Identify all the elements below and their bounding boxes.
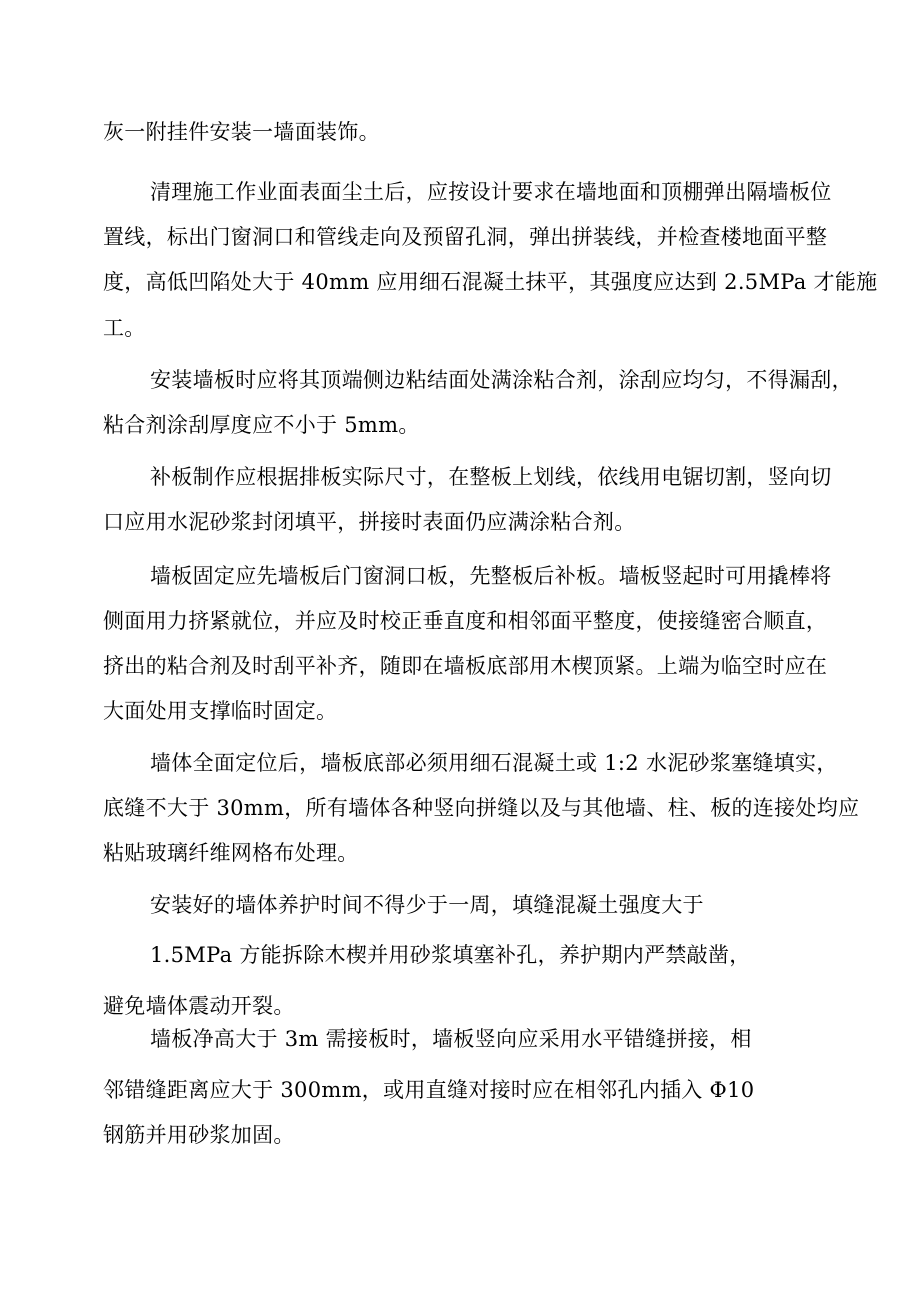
text-line: 侧面用力挤紧就位，并应及时校正垂直度和相邻面平整度，使接缝密合顺直， <box>103 609 828 633</box>
text-line: 清理施工作业面表面尘土后，应按设计要求在墙地面和顶棚弹出隔墙板位 <box>150 180 832 204</box>
text-line: 安装好的墙体养护时间不得少于一周，填缝混凝土强度大于 <box>150 893 704 917</box>
text-line: 口应用水泥砂浆封闭填平，拼接时表面仍应满涂粘合剂。 <box>103 510 636 534</box>
text-line: 挤出的粘合剂及时刮平补齐，随即在墙板底部用木楔顶紧。上端为临空时应在 <box>103 654 828 678</box>
text-line: 避免墙体震动开裂。 <box>103 994 295 1018</box>
text-line: 1.5MPa 方能拆除木楔并用砂浆填塞补孔，养护期内严禁敲凿， <box>150 943 751 967</box>
text-line: 置线，标出门窗洞口和管线走向及预留孔洞，弹出拼装线，并检查楼地面平整 <box>103 225 828 249</box>
text-line: 补板制作应根据排板实际尺寸，在整板上划线，依线用电锯切割，竖向切 <box>150 465 832 489</box>
text-line: 工。 <box>103 316 146 340</box>
text-line: 粘合剂涂刮厚度应不小于 5mm。 <box>103 413 420 437</box>
text-line: 邻错缝距离应大于 300mm，或用直缝对接时应在相邻孔内插入 Φ10 <box>103 1078 755 1102</box>
text-line: 底缝不大于 30mm，所有墙体各种竖向拼缝以及与其他墙、柱、板的连接处均应 <box>103 796 860 820</box>
text-line: 大面处用支撑临时固定。 <box>103 699 338 723</box>
text-line: 墙板固定应先墙板后门窗洞口板，先整板后补板。墙板竖起时可用撬棒将 <box>150 564 832 588</box>
text-line: 钢筋并用砂浆加固。 <box>103 1123 295 1147</box>
text-line: 墙体全面定位后，墙板底部必须用细石混凝土或 1:2 水泥砂浆塞缝填实， <box>150 751 838 775</box>
text-line: 安装墙板时应将其顶端侧边粘结面处满涂粘合剂，涂刮应均匀，不得漏刮， <box>150 368 853 392</box>
text-line: 度，高低凹陷处大于 40mm 应用细石混凝土抹平，其强度应达到 2.5MPa 才能施 <box>103 270 878 294</box>
text-line: 墙板净高大于 3m 需接板时，墙板竖向应采用水平错缝拼接，相 <box>150 1027 752 1051</box>
text-line: 粘贴玻璃纤维网格布处理。 <box>103 841 359 865</box>
text-line: 灰一附挂件安装一墙面装饰。 <box>103 120 380 144</box>
